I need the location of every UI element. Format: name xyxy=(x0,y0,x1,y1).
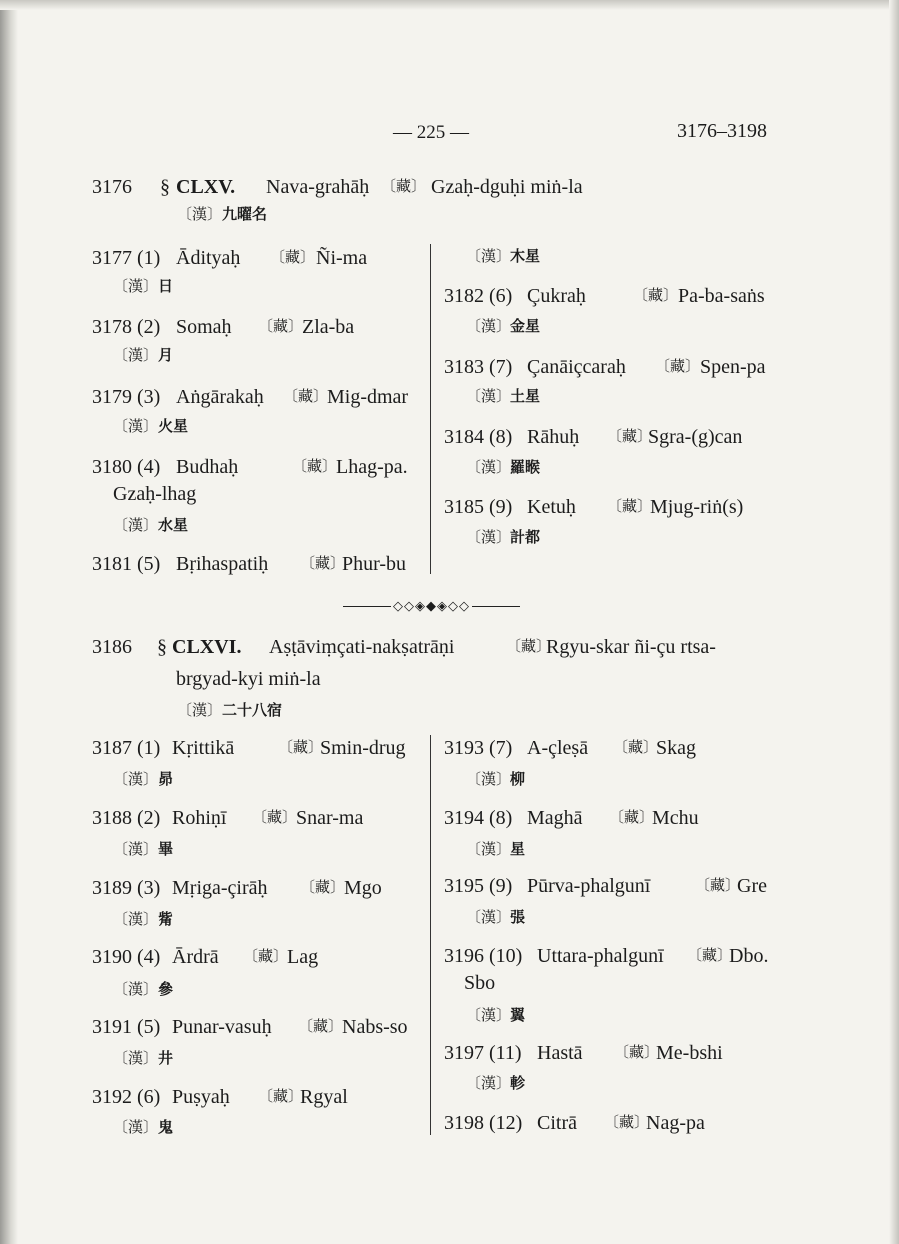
column-rule xyxy=(430,244,431,574)
sanskrit-term: Mṛiga-çirāḥ xyxy=(172,877,268,899)
chinese-tag: 〔漢〕 xyxy=(113,982,159,998)
entry-id: 3198 (12) xyxy=(444,1112,523,1134)
chinese-term: 九曜名 xyxy=(222,207,268,223)
chinese-tag: 〔漢〕 xyxy=(113,912,159,928)
entry-range: 3176–3198 xyxy=(677,120,767,142)
tibetan-tag: 〔藏〕 xyxy=(258,319,304,335)
tibetan-tag: 〔藏〕 xyxy=(252,810,298,826)
sanskrit-term: Uttara-phalgunī xyxy=(537,945,664,967)
chinese-tag: 〔漢〕 xyxy=(466,1008,512,1024)
tibetan-term: Spen-pa xyxy=(700,356,766,378)
tibetan-term: Smin-drug xyxy=(320,737,406,759)
tibetan-tag: 〔藏〕 xyxy=(283,389,329,405)
chinese-term: 柳 xyxy=(510,772,526,788)
chinese-tag: 〔漢〕 xyxy=(113,419,159,435)
tibetan-term: Gzaḥ-dguḥi miṅ-la xyxy=(431,176,583,198)
entry-id: 3187 (1) xyxy=(92,737,161,759)
entry-id: 3181 (5) xyxy=(92,553,161,575)
sanskrit-term: Kṛittikā xyxy=(172,737,235,759)
chinese-term: 水星 xyxy=(158,518,189,534)
tibetan-term-alt: Gzaḥ-lhag xyxy=(113,483,197,505)
sanskrit-term: Aṅgārakaḥ xyxy=(176,386,264,408)
sanskrit-term: Maghā xyxy=(527,807,583,829)
tibetan-term: Ñi-ma xyxy=(316,247,368,269)
sanskrit-term: Bṛihaspatiḥ xyxy=(176,553,269,575)
sanskrit-term: Çanāiçcaraḥ xyxy=(527,356,626,378)
tibetan-tag: 〔藏〕 xyxy=(695,878,741,894)
entry-number: 3176 xyxy=(92,176,132,198)
chinese-tag: 〔漢〕 xyxy=(466,772,512,788)
tibetan-tag: 〔藏〕 xyxy=(506,639,552,655)
tibetan-term: Nabs-so xyxy=(342,1016,408,1038)
section-sign: § xyxy=(160,176,170,198)
tibetan-tag: 〔藏〕 xyxy=(381,179,427,195)
chinese-tag: 〔漢〕 xyxy=(466,1076,512,1092)
tibetan-tag: 〔藏〕 xyxy=(300,556,346,572)
chinese-term: 二十八宿 xyxy=(222,703,283,719)
chinese-term: 火星 xyxy=(158,419,189,435)
chinese-tag: 〔漢〕 xyxy=(113,1051,159,1067)
chinese-tag: 〔漢〕 xyxy=(466,249,512,265)
divider-rule xyxy=(343,606,391,607)
tibetan-tag: 〔藏〕 xyxy=(655,359,701,375)
entry-id: 3194 (8) xyxy=(444,807,513,829)
tibetan-term: Mjug-riṅ(s) xyxy=(650,496,744,518)
tibetan-term: Rgyu-skar ñi-çu rtsa- xyxy=(546,636,716,658)
entry-id: 3184 (8) xyxy=(444,426,513,448)
sanskrit-term: Nava-grahāḥ xyxy=(266,176,370,198)
entry-id: 3182 (6) xyxy=(444,285,513,307)
sanskrit-term: Budhaḥ xyxy=(176,456,239,478)
tibetan-term: Zla-ba xyxy=(302,316,355,338)
chinese-term: 張 xyxy=(510,910,526,926)
sanskrit-term: Rohiṇī xyxy=(172,807,227,829)
tibetan-tag: 〔藏〕 xyxy=(609,810,655,826)
chinese-term: 日 xyxy=(158,279,174,295)
chinese-term: 羅睺 xyxy=(510,460,541,476)
tibetan-tag: 〔藏〕 xyxy=(613,740,659,756)
tibetan-term: Snar-ma xyxy=(296,807,364,829)
entry-id: 3189 (3) xyxy=(92,877,161,899)
entry-id: 3179 (3) xyxy=(92,386,161,408)
page-edge-top xyxy=(0,0,899,10)
entry-id: 3178 (2) xyxy=(92,316,161,338)
tibetan-tag: 〔藏〕 xyxy=(243,949,289,965)
sanskrit-term: Hastā xyxy=(537,1042,583,1064)
tibetan-term-cont: brgyad-kyi miṅ-la xyxy=(176,668,321,690)
tibetan-tag: 〔藏〕 xyxy=(270,250,316,266)
section-title: CLXV. xyxy=(176,176,236,198)
chinese-term: 軫 xyxy=(510,1076,526,1092)
entry-id: 3180 (4) xyxy=(92,456,161,478)
sanskrit-term: Çukraḥ xyxy=(527,285,586,307)
divider-rule xyxy=(472,606,520,607)
entry-id: 3193 (7) xyxy=(444,737,513,759)
chinese-term: 月 xyxy=(158,348,174,364)
tibetan-term: Mchu xyxy=(652,807,699,829)
entry-id: 3192 (6) xyxy=(92,1086,161,1108)
tibetan-term: Rgyal xyxy=(300,1086,348,1108)
chinese-term: 翼 xyxy=(510,1008,526,1024)
chinese-tag: 〔漢〕 xyxy=(113,518,159,534)
chinese-term: 畢 xyxy=(158,842,174,858)
chinese-term: 計都 xyxy=(510,530,541,546)
chinese-tag: 〔漢〕 xyxy=(466,530,512,546)
chinese-tag: 〔漢〕 xyxy=(113,842,159,858)
sanskrit-term: Rāhuḥ xyxy=(527,426,580,448)
chinese-term: 土星 xyxy=(510,389,541,405)
chinese-tag: 〔漢〕 xyxy=(113,279,159,295)
tibetan-tag: 〔藏〕 xyxy=(300,880,346,896)
sanskrit-term: Pūrva-phalgunī xyxy=(527,875,651,897)
chinese-tag: 〔漢〕 xyxy=(113,772,159,788)
tibetan-tag: 〔藏〕 xyxy=(607,429,653,445)
chinese-term: 昴 xyxy=(158,772,174,788)
tibetan-term: Lhag-pa. xyxy=(336,456,408,478)
tibetan-term: Me-bshi xyxy=(656,1042,723,1064)
tibetan-term: Phur-bu xyxy=(342,553,407,575)
sanskrit-term: Ketuḥ xyxy=(527,496,576,518)
ornamental-divider xyxy=(343,598,520,614)
tibetan-term-alt: Sbo xyxy=(464,972,496,994)
tibetan-tag: 〔藏〕 xyxy=(258,1089,304,1105)
tibetan-term: Gre xyxy=(737,875,767,897)
sanskrit-term: A-çleṣā xyxy=(527,737,589,759)
entry-number: 3186 xyxy=(92,636,132,658)
entry-id: 3196 (10) xyxy=(444,945,523,967)
tibetan-tag: 〔藏〕 xyxy=(607,499,653,515)
entry-id: 3177 (1) xyxy=(92,247,161,269)
tibetan-term: Dbo. xyxy=(729,945,769,967)
section-title: CLXVI. xyxy=(172,636,242,658)
chinese-tag: 〔漢〕 xyxy=(466,460,512,476)
entry-id: 3188 (2) xyxy=(92,807,161,829)
chinese-term: 參 xyxy=(158,982,174,998)
chinese-term: 鬼 xyxy=(158,1120,174,1136)
sanskrit-term: Aṣṭāviṃçati-nakṣatrāṇi xyxy=(269,636,455,658)
entry-id: 3183 (7) xyxy=(444,356,513,378)
page-number: — 225 — xyxy=(393,122,469,143)
chinese-term: 觜 xyxy=(158,912,174,928)
chinese-tag: 〔漢〕 xyxy=(466,910,512,926)
chinese-tag: 〔漢〕 xyxy=(466,319,512,335)
sanskrit-term: Punar-vasuḥ xyxy=(172,1016,272,1038)
tibetan-tag: 〔藏〕 xyxy=(604,1115,650,1131)
tibetan-tag: 〔藏〕 xyxy=(614,1045,660,1061)
sanskrit-term: Citrā xyxy=(537,1112,577,1134)
page-edge-right xyxy=(889,0,899,1244)
page-edge-shadow xyxy=(0,0,18,1244)
chinese-term: 井 xyxy=(158,1051,174,1067)
chinese-tag: 〔漢〕 xyxy=(177,207,223,223)
tibetan-tag: 〔藏〕 xyxy=(687,948,733,964)
chinese-tag: 〔漢〕 xyxy=(113,348,159,364)
chinese-term: 木星 xyxy=(510,249,541,265)
sanskrit-term: Ādityaḥ xyxy=(176,247,241,269)
entry-id: 3197 (11) xyxy=(444,1042,522,1064)
chinese-term: 金星 xyxy=(510,319,541,335)
section-sign: § xyxy=(157,636,167,658)
entry-id: 3185 (9) xyxy=(444,496,513,518)
column-rule xyxy=(430,735,431,1135)
sanskrit-term: Somaḥ xyxy=(176,316,232,338)
tibetan-tag: 〔藏〕 xyxy=(278,740,324,756)
tibetan-term: Mgo xyxy=(344,877,382,899)
tibetan-term: Lag xyxy=(287,946,319,968)
chinese-tag: 〔漢〕 xyxy=(177,703,223,719)
tibetan-term: Pa-ba-saṅs xyxy=(678,285,765,307)
tibetan-term: Skag xyxy=(656,737,696,759)
tibetan-tag: 〔藏〕 xyxy=(298,1019,344,1035)
entry-id: 3190 (4) xyxy=(92,946,161,968)
tibetan-term: Mig-dmar xyxy=(327,386,409,408)
chinese-tag: 〔漢〕 xyxy=(466,842,512,858)
entry-id: 3195 (9) xyxy=(444,875,513,897)
sanskrit-term: Ārdrā xyxy=(172,946,219,968)
tibetan-term: Sgra-(g)can xyxy=(648,426,743,448)
chinese-tag: 〔漢〕 xyxy=(113,1120,159,1136)
chinese-tag: 〔漢〕 xyxy=(466,389,512,405)
entry-id: 3191 (5) xyxy=(92,1016,161,1038)
sanskrit-term: Puṣyaḥ xyxy=(172,1086,230,1108)
tibetan-term: Nag-pa xyxy=(646,1112,705,1134)
tibetan-tag: 〔藏〕 xyxy=(633,288,679,304)
divider-ornament: ◇◇◈◆◈◇◇ xyxy=(393,598,470,613)
tibetan-tag: 〔藏〕 xyxy=(292,459,338,475)
chinese-term: 星 xyxy=(510,842,526,858)
